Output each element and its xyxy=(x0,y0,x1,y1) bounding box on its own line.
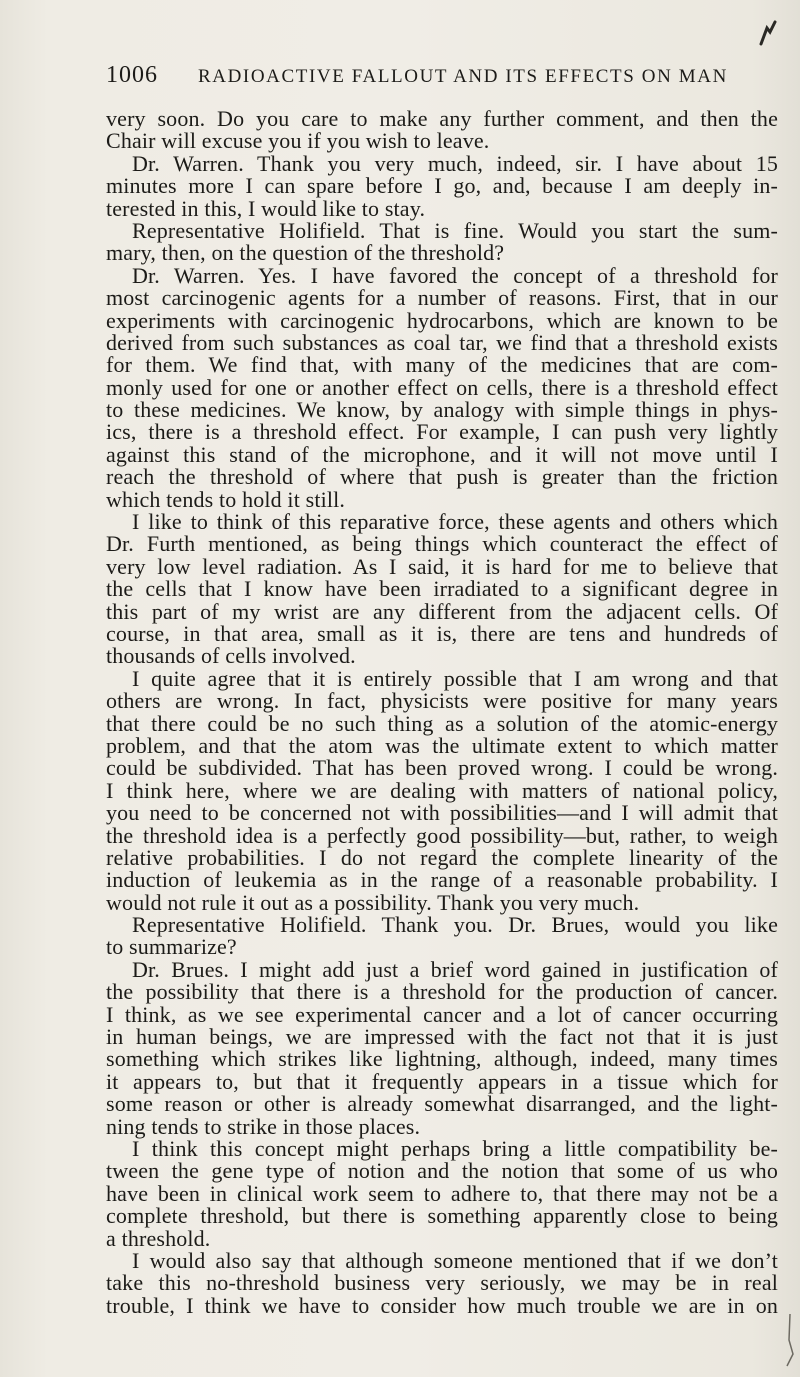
text-line: a threshold. xyxy=(106,1225,211,1251)
text-line: it appears to, but that it frequently appears in a tissue which for xyxy=(106,1068,778,1094)
text-line: tween the gene type of notion and the notion that some of us who xyxy=(106,1158,778,1184)
text-line: thousands of cells involved. xyxy=(106,643,356,669)
text-line: minutes more I can spare before I go, and, because I am deeply in- xyxy=(106,173,778,199)
text-line: Dr. Furth mentioned, as being things which counteract the effect of xyxy=(106,531,778,557)
text-line: experiments with carcinogenic hydrocarbons, which are known to be xyxy=(106,307,778,333)
text-line: the possibility that there is a threshold for the production of cancer. xyxy=(106,979,778,1005)
text-line: I quite agree that it is entirely possible that I am wrong and that xyxy=(132,665,778,691)
text-line: trouble, I think we have to consider how much trouble we are in on xyxy=(106,1292,778,1318)
text-line: the threshold idea is a perfectly good possibility—but, rather, to weigh xyxy=(106,822,778,848)
text-line: against this stand of the microphone, and it will not move until I xyxy=(106,441,778,467)
text-line: very soon. Do you care to make any further comment, and then the xyxy=(106,106,778,131)
text-line: others are wrong. In fact, physicists were positive for many years xyxy=(106,688,778,714)
text-line: in human beings, we are impressed with the fact not that it is just xyxy=(106,1024,778,1050)
text-line: you need to be concerned not with possibilities—and I will admit that xyxy=(106,800,778,826)
text-line: have been in clinical work seem to adhere to, that there may not be a xyxy=(106,1180,778,1206)
text-line: relative probabilities. I do not regard the complete linearity of the xyxy=(106,844,778,870)
text-line: ics, there is a threshold effect. For example, I can push very lightly xyxy=(106,419,778,445)
text-line: course, in that area, small as it is, there are tens and hundreds of xyxy=(106,620,778,646)
text-line: this part of my wrist are any different from the adjacent cells. Of xyxy=(106,598,778,624)
text-line: Dr. Warren. Thank you very much, indeed, sir. I have about 15 xyxy=(132,150,778,176)
text-line: problem, and that the atom was the ultimate extent to which matter xyxy=(106,732,778,758)
text-line: most carcinogenic agents for a number of reasons. First, that in our xyxy=(106,285,778,311)
text-line: the cells that I know have been irradiated to a significant degree in xyxy=(106,576,778,602)
text-line: to summarize? xyxy=(106,934,237,960)
text-line: Representative Holifield. Thank you. Dr. Brues, would you like xyxy=(132,912,778,938)
text-line: Dr. Brues. I might add just a brief word gained in justification of xyxy=(132,956,778,982)
page-number: 1006 xyxy=(106,62,158,88)
text-line: I think this concept might perhaps bring a little compatibility be- xyxy=(132,1135,778,1161)
text-line: would not rule it out as a possibility. Thank you very much. xyxy=(106,889,640,915)
page-edge-mark xyxy=(784,1310,796,1370)
page-corner-mark xyxy=(757,18,779,48)
text-line: Representative Holifield. That is fine. Would you start the sum- xyxy=(132,217,778,243)
text-line: some reason or other is already somewhat disarranged, and the light- xyxy=(106,1091,778,1117)
running-head xyxy=(106,62,766,89)
running-title: RADIOACTIVE FALLOUT AND ITS EFFECTS ON MAN xyxy=(198,66,728,87)
text-line: something which strikes like lightning, although, indeed, many times xyxy=(106,1046,778,1072)
text-line: very low level radiation. As I said, it is hard for me to believe that xyxy=(106,553,778,579)
body-text xyxy=(106,108,778,1317)
text-line: I like to think of this reparative force, these agents and others which xyxy=(132,509,778,535)
text-line: take this no-threshold business very seriously, we may be in real xyxy=(106,1270,778,1296)
text-line: derived from such substances as coal tar, we find that a threshold exists xyxy=(106,329,778,355)
text-line: mary, then, on the question of the threshold? xyxy=(106,240,505,266)
text-line: I think here, where we are dealing with matters of national policy, xyxy=(106,777,778,803)
text-line: complete threshold, but there is something apparently close to being xyxy=(106,1203,778,1229)
text-line: that there could be no such thing as a solution of the atomic-energy xyxy=(106,710,778,736)
text-line: to these medicines. We know, by analogy with simple things in phys- xyxy=(106,397,778,423)
text-line: ning tends to strike in those places. xyxy=(106,1113,421,1139)
text-line: terested in this, I would like to stay. xyxy=(106,195,426,221)
text-line: induction of leukemia as in the range of a reasonable probability. I xyxy=(106,867,778,893)
text-line: for them. We find that, with many of the medicines that are com- xyxy=(106,352,778,378)
text-line: I think, as we see experimental cancer and a lot of cancer occurring xyxy=(106,1001,778,1027)
text-line: which tends to hold it still. xyxy=(106,486,346,512)
text-line: monly used for one or another effect on cells, there is a threshold effect xyxy=(106,374,778,400)
text-line: reach the threshold of where that push is greater than the friction xyxy=(106,464,778,490)
text-line: I would also say that although someone mentioned that if we don’t xyxy=(132,1247,778,1273)
text-line: could be subdivided. That has been proved wrong. I could be wrong. xyxy=(106,755,778,781)
text-line: Dr. Warren. Yes. I have favored the concept of a threshold for xyxy=(132,262,778,288)
text-line: Chair will excuse you if you wish to leave. xyxy=(106,128,490,154)
